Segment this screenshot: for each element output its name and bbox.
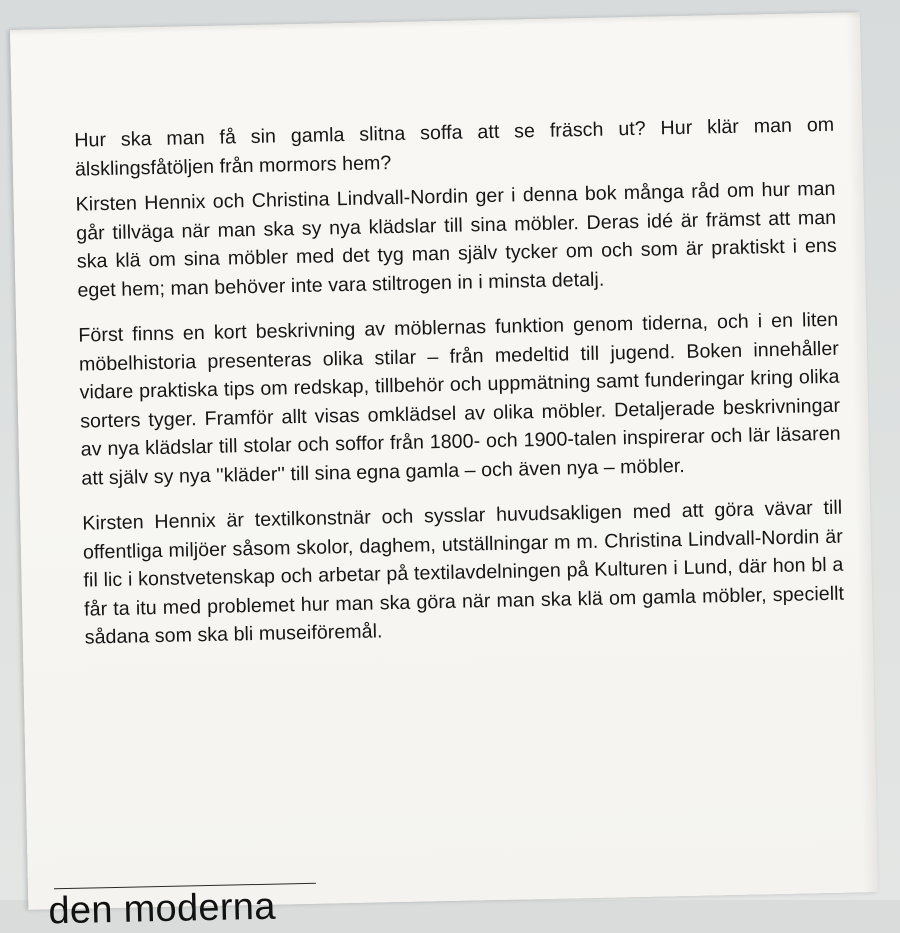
series-title: den moderna (48, 885, 277, 933)
blurb-paragraph-intro: Hur ska man få sin gamla slitna soffa att se fräsch ut? Hur klär man om älsklingsfåtöljen från mormors hem? (74, 113, 835, 181)
blurb-paragraph-contents: Först finns en kort beskrivning av möblernas funktion genom tiderna, och i en liten möbelhistoria presenteras olika stilar – från medeltid till jugend. Boken innehåller vidare praktiska tips om redskap, tillbehör och uppmätning samt funderingar kring olika sorters tyger. Framför allt visas omklädsel av olika möbler. Detaljerade beskrivningar av nya klädslar till stolar och soffor från 1800- och 1900-talen inspirerar och lär läsaren att själv sy nya ''kläder'' till sina egna gamla – och även nya – möbler. (78, 308, 841, 490)
book-back-cover (10, 12, 878, 933)
blurb-paragraph-author-bios: Kirsten Hennix är textilkonstnär och sysslar huvudsakligen med att göra vävar till offentliga miljöer såsom skolor, daghem, utställningar m m. Christina Lindvall-Nordin är fil lic i konstvetenskap och arbetar på textilavdelningen på Kulturen i Lund, där hon bl a får ta itu med problemet hur man ska göra när man ska klä om gamla möbler, speciellt sådana som ska bli museiföremål. (82, 496, 845, 649)
blurb-text (74, 111, 845, 652)
blurb-paragraph-authors-advice: Kirsten Hennix och Christina Lindvall-Nordin ger i denna bok många råd om hur man går tillväga när man ska sy nya klädslar till sina möbler. Deras idé är främst att man ska klä om sina möbler med det tyg man själv tycker om och som är praktiskt i ens eget hem; man behöver inte vara stiltrogen in i minsta detalj. (75, 177, 837, 302)
